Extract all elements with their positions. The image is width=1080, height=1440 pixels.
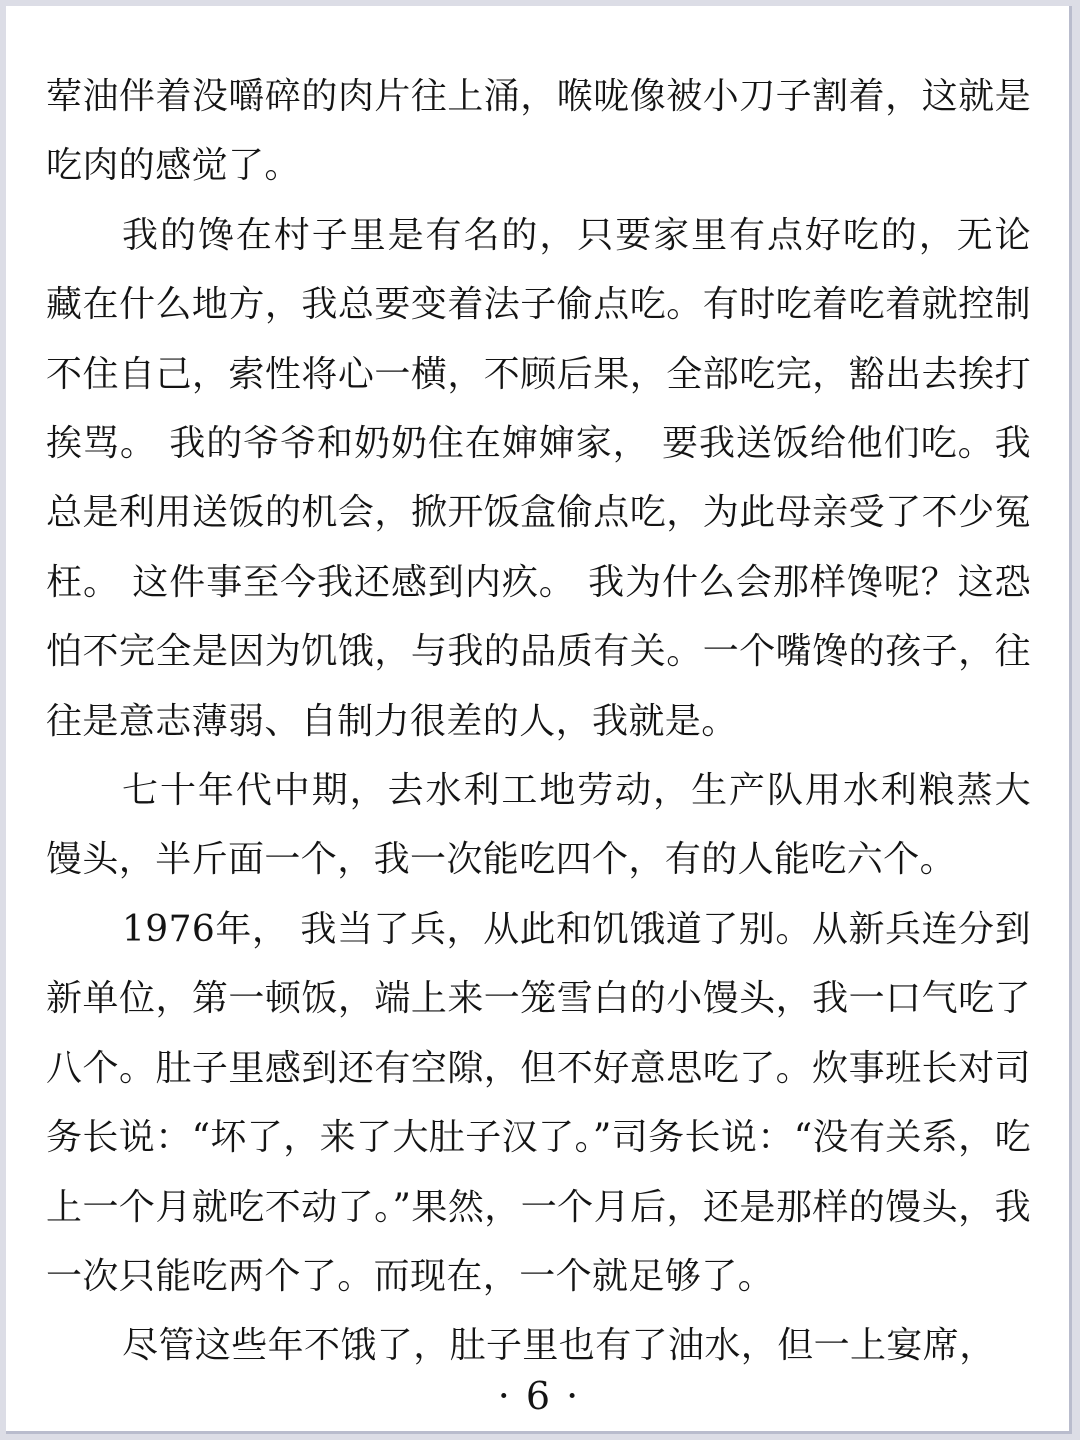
book-page: [6, 6, 1072, 1434]
paragraph: 我的馋在村子里是有名的，只要家里有点好吃的，无论藏在什么地方，我总要变着法子偷点吃。有时吃着吃着就控制不住自己，索性将心一横，不顾后果，全部吃完，豁出去挨打挨骂。 我的爷爷和奶奶住在婶婶家， 要我送饭给他们吃。我总是利用送饭的机会，掀开饭盒偷点吃，为此母亲受了不少冤枉。 这件事至今我还感到内疚。 我为什么会那样馋呢？这恐怕不完全是因为饥饿，与我的品质有关。一个嘴馋的孩子，往往是意志薄弱、自制力很差的人，我就是。: [46, 214, 1031, 742]
paragraph-continued: 荤油伴着没嚼碎的肉片往上涌，喉咙像被小刀子割着，这就是吃肉的感觉了。: [46, 76, 1031, 187]
page-number: · 6 ·: [497, 1374, 581, 1418]
paragraph: 七十年代中期，去水利工地劳动，生产队用水利粮蒸大馒头，半斤面一个，我一次能吃四个，有的人能吃六个。: [46, 770, 1031, 881]
paragraph: 尽管这些年不饿了，肚子里也有了油水，但一上宴席，: [122, 1325, 996, 1367]
body-text: [46, 62, 1031, 1381]
paragraph: 1976年， 我当了兵，从此和饥饿道了别。从新兵连分到新单位，第一顿饭，端上来一笼雪白的小馒头，我一口气吃了八个。肚子里感到还有空隙，但不好意思吃了。炊事班长对司务长说：“坏了，来了大肚子汉了。”司务长说：“没有关系，吃上一个月就吃不动了。”果然，一个月后，还是那样的馒头，我一次只能吃两个了。而现在，一个就足够了。: [46, 908, 1031, 1297]
